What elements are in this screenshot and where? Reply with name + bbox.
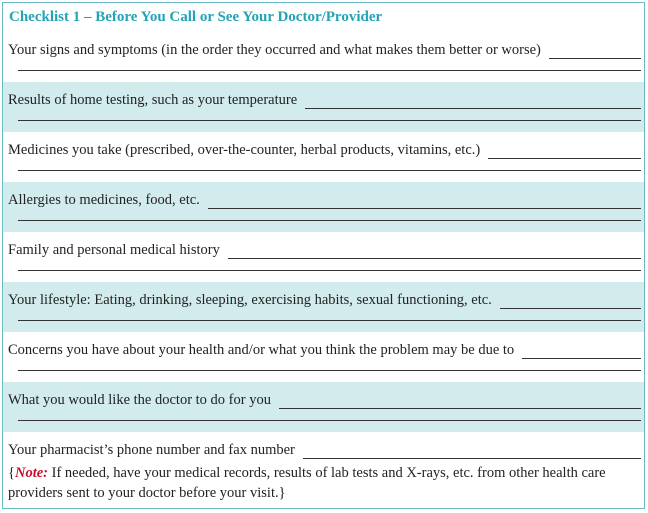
item-label: What you would like the doctor to do for you bbox=[8, 392, 271, 408]
answer-blank[interactable] bbox=[303, 444, 641, 459]
answer-blank[interactable] bbox=[208, 194, 641, 209]
answer-blank[interactable] bbox=[305, 94, 641, 109]
note-text: If needed, have your medical records, results of lab tests and X-rays, etc. from other health care providers sent to your doctor before your visit.} bbox=[8, 465, 606, 501]
answer-blank-line-2[interactable] bbox=[18, 120, 641, 121]
answer-blank-line-2[interactable] bbox=[18, 270, 641, 271]
answer-blank[interactable] bbox=[228, 244, 641, 259]
checklist-item-concerns bbox=[3, 332, 644, 382]
item-label: Medicines you take (prescribed, over-the-counter, herbal products, vitamins, etc.) bbox=[8, 142, 481, 158]
checklist-item-medicines bbox=[3, 132, 644, 182]
answer-blank-line-2[interactable] bbox=[18, 220, 641, 221]
answer-blank-line-2[interactable] bbox=[18, 320, 641, 321]
item-label: Concerns you have about your health and/or what you think the problem may be due to bbox=[8, 342, 515, 358]
checklist-item-doctor-request bbox=[3, 382, 644, 432]
item-label: Your lifestyle: Eating, drinking, sleeping, exercising habits, sexual functioning, etc. bbox=[8, 292, 492, 308]
answer-blank-line-2[interactable] bbox=[18, 420, 641, 421]
note-paragraph bbox=[8, 463, 628, 503]
answer-blank-line-2[interactable] bbox=[18, 170, 641, 171]
checklist-item-lifestyle bbox=[3, 282, 644, 332]
answer-blank-line-2[interactable] bbox=[18, 70, 641, 71]
item-label: Your signs and symptoms (in the order they occurred and what makes them better or worse) bbox=[8, 42, 541, 58]
answer-blank[interactable] bbox=[549, 44, 641, 59]
note-open-brace: { bbox=[8, 465, 15, 481]
item-label: Your pharmacist’s phone number and fax number bbox=[8, 442, 295, 458]
checklist-title: Checklist 1 – Before You Call or See Your Doctor/Provider bbox=[9, 9, 383, 25]
answer-blank-line-2[interactable] bbox=[18, 370, 641, 371]
checklist-item-allergies bbox=[3, 182, 644, 232]
checklist-box bbox=[2, 2, 645, 509]
note-label: Note: bbox=[14, 465, 48, 481]
item-label: Allergies to medicines, food, etc. bbox=[8, 192, 200, 208]
checklist-item-medical-history bbox=[3, 232, 644, 282]
answer-blank[interactable] bbox=[500, 294, 641, 309]
checklist-item-symptoms bbox=[3, 32, 644, 82]
answer-blank[interactable] bbox=[522, 344, 641, 359]
answer-blank[interactable] bbox=[279, 394, 641, 409]
item-label: Family and personal medical history bbox=[8, 242, 220, 258]
answer-blank[interactable] bbox=[488, 144, 641, 159]
item-label: Results of home testing, such as your temperature bbox=[8, 92, 298, 108]
checklist-item-pharmacist bbox=[3, 432, 644, 458]
checklist-item-home-testing bbox=[3, 82, 644, 132]
